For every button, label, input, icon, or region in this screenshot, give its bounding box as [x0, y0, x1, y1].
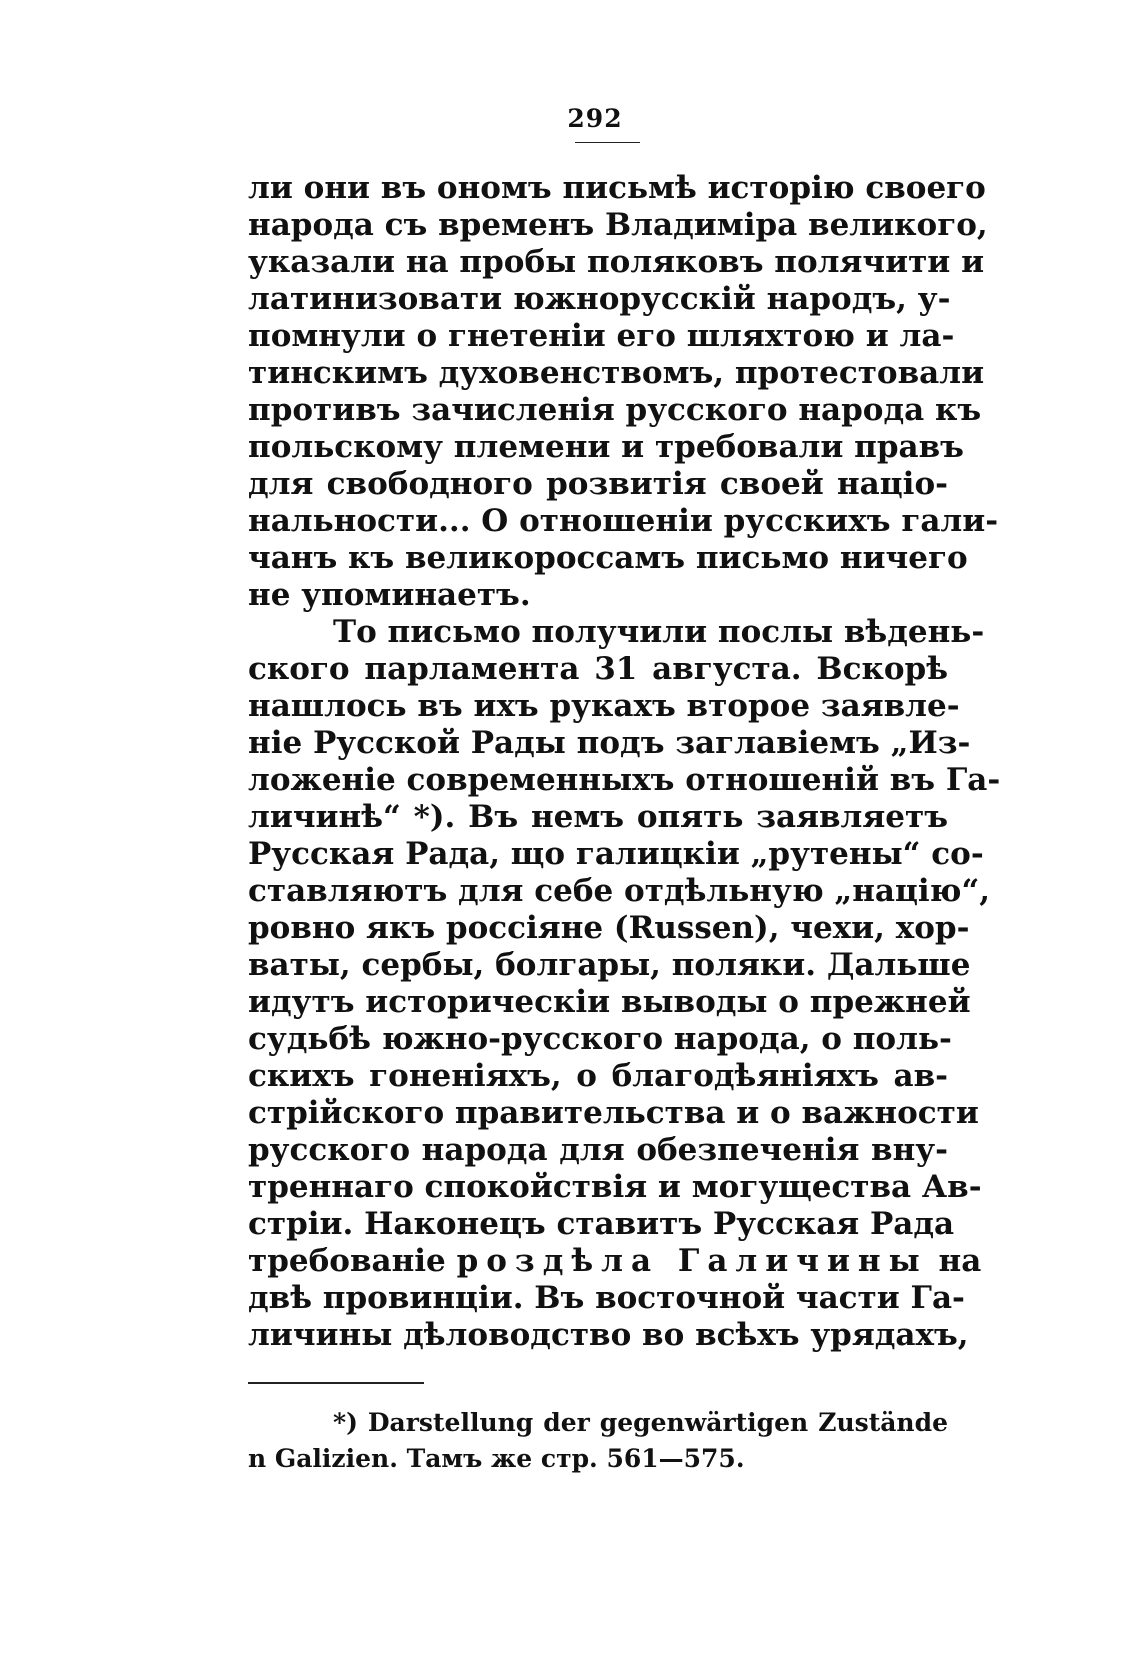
text-line: нашлось въ ихъ рукахъ второе заявле-: [248, 688, 960, 724]
footnote: [248, 1405, 948, 1477]
text-line: чанъ къ великороссамъ письмо ничего: [248, 540, 968, 576]
footnote-separator: [248, 1382, 424, 1384]
text-line: тинскимъ духовенствомъ, протестовали: [248, 355, 985, 391]
text-line: указали на пробы поляковъ полячити и: [248, 244, 985, 280]
text-line: судьбѣ южно-русского народа, о поль-: [248, 1021, 952, 1057]
page-number: 292: [567, 104, 623, 133]
text-line: для свободного розвитія своей націо-: [248, 466, 948, 502]
body-text: [248, 170, 1001, 1354]
text-line: ставляютъ для себе отдѣльную „націю“,: [248, 873, 991, 909]
text-line: скихъ гоненіяхъ, о благодѣяніяхъ ав-: [248, 1058, 948, 1094]
footnote-line: *) Darstellung der gegenwärtigen Zustände: [333, 1408, 948, 1437]
text-fragment: требованіе: [248, 1243, 446, 1279]
text-line: русского народа для обезпеченія вну-: [248, 1132, 948, 1168]
text-line: латинизовати южнорусскій народъ, у-: [248, 281, 951, 317]
text-line-spaced: [248, 1243, 982, 1280]
text-line: треннаго спокойствія и могущества Ав-: [248, 1169, 982, 1205]
text-line: личины дѣловодство во всѣхъ урядахъ,: [248, 1317, 969, 1353]
text-line: Русская Рада, що галицкіи „рутены“ со-: [248, 836, 984, 872]
text-line: ніе Русской Рады подъ заглавіемъ „Из-: [248, 725, 971, 761]
text-line: противъ зачисленія русского народа къ: [248, 392, 982, 428]
text-line: народа съ временъ Владиміра великого,: [248, 207, 988, 243]
text-line: ского парламента 31 августа. Вскорѣ: [248, 651, 948, 687]
text-line: польскому племени и требовали правъ: [248, 429, 964, 465]
page-number-rule: [575, 142, 640, 143]
text-fragment: на: [938, 1243, 982, 1279]
text-line: стрійского правительства и о важности: [248, 1095, 979, 1131]
text-line: личинѣ“ *). Въ немъ опять заявляетъ: [248, 799, 948, 835]
text-line: идутъ историческіи выводы о прежней: [248, 984, 971, 1020]
text-line: ли они въ ономъ письмѣ исторію своего: [248, 170, 986, 206]
text-line: помнули о гнетеніи его шляхтою и ла-: [248, 318, 955, 354]
spaced-emphasis: роздѣла Галичины: [456, 1243, 928, 1279]
text-line: не упоминаетъ.: [248, 577, 531, 613]
footnote-line: n Galizien. Тамъ же стр. 561—575.: [248, 1444, 745, 1473]
text-line: стріи. Наконецъ ставитъ Русская Рада: [248, 1206, 955, 1242]
text-line-indented: То письмо получили послы вѣдень-: [333, 614, 985, 650]
text-line: ложеніе современныхъ отношеній въ Га-: [248, 762, 1001, 798]
text-line: ровно якъ россіяне (Russen), чехи, хор-: [248, 910, 970, 946]
text-line: двѣ провинціи. Въ восточной части Га-: [248, 1280, 965, 1316]
text-line: ваты, сербы, болгары, поляки. Дальше: [248, 947, 971, 983]
text-line: нальности... О отношеніи русскихъ гали-: [248, 503, 999, 539]
